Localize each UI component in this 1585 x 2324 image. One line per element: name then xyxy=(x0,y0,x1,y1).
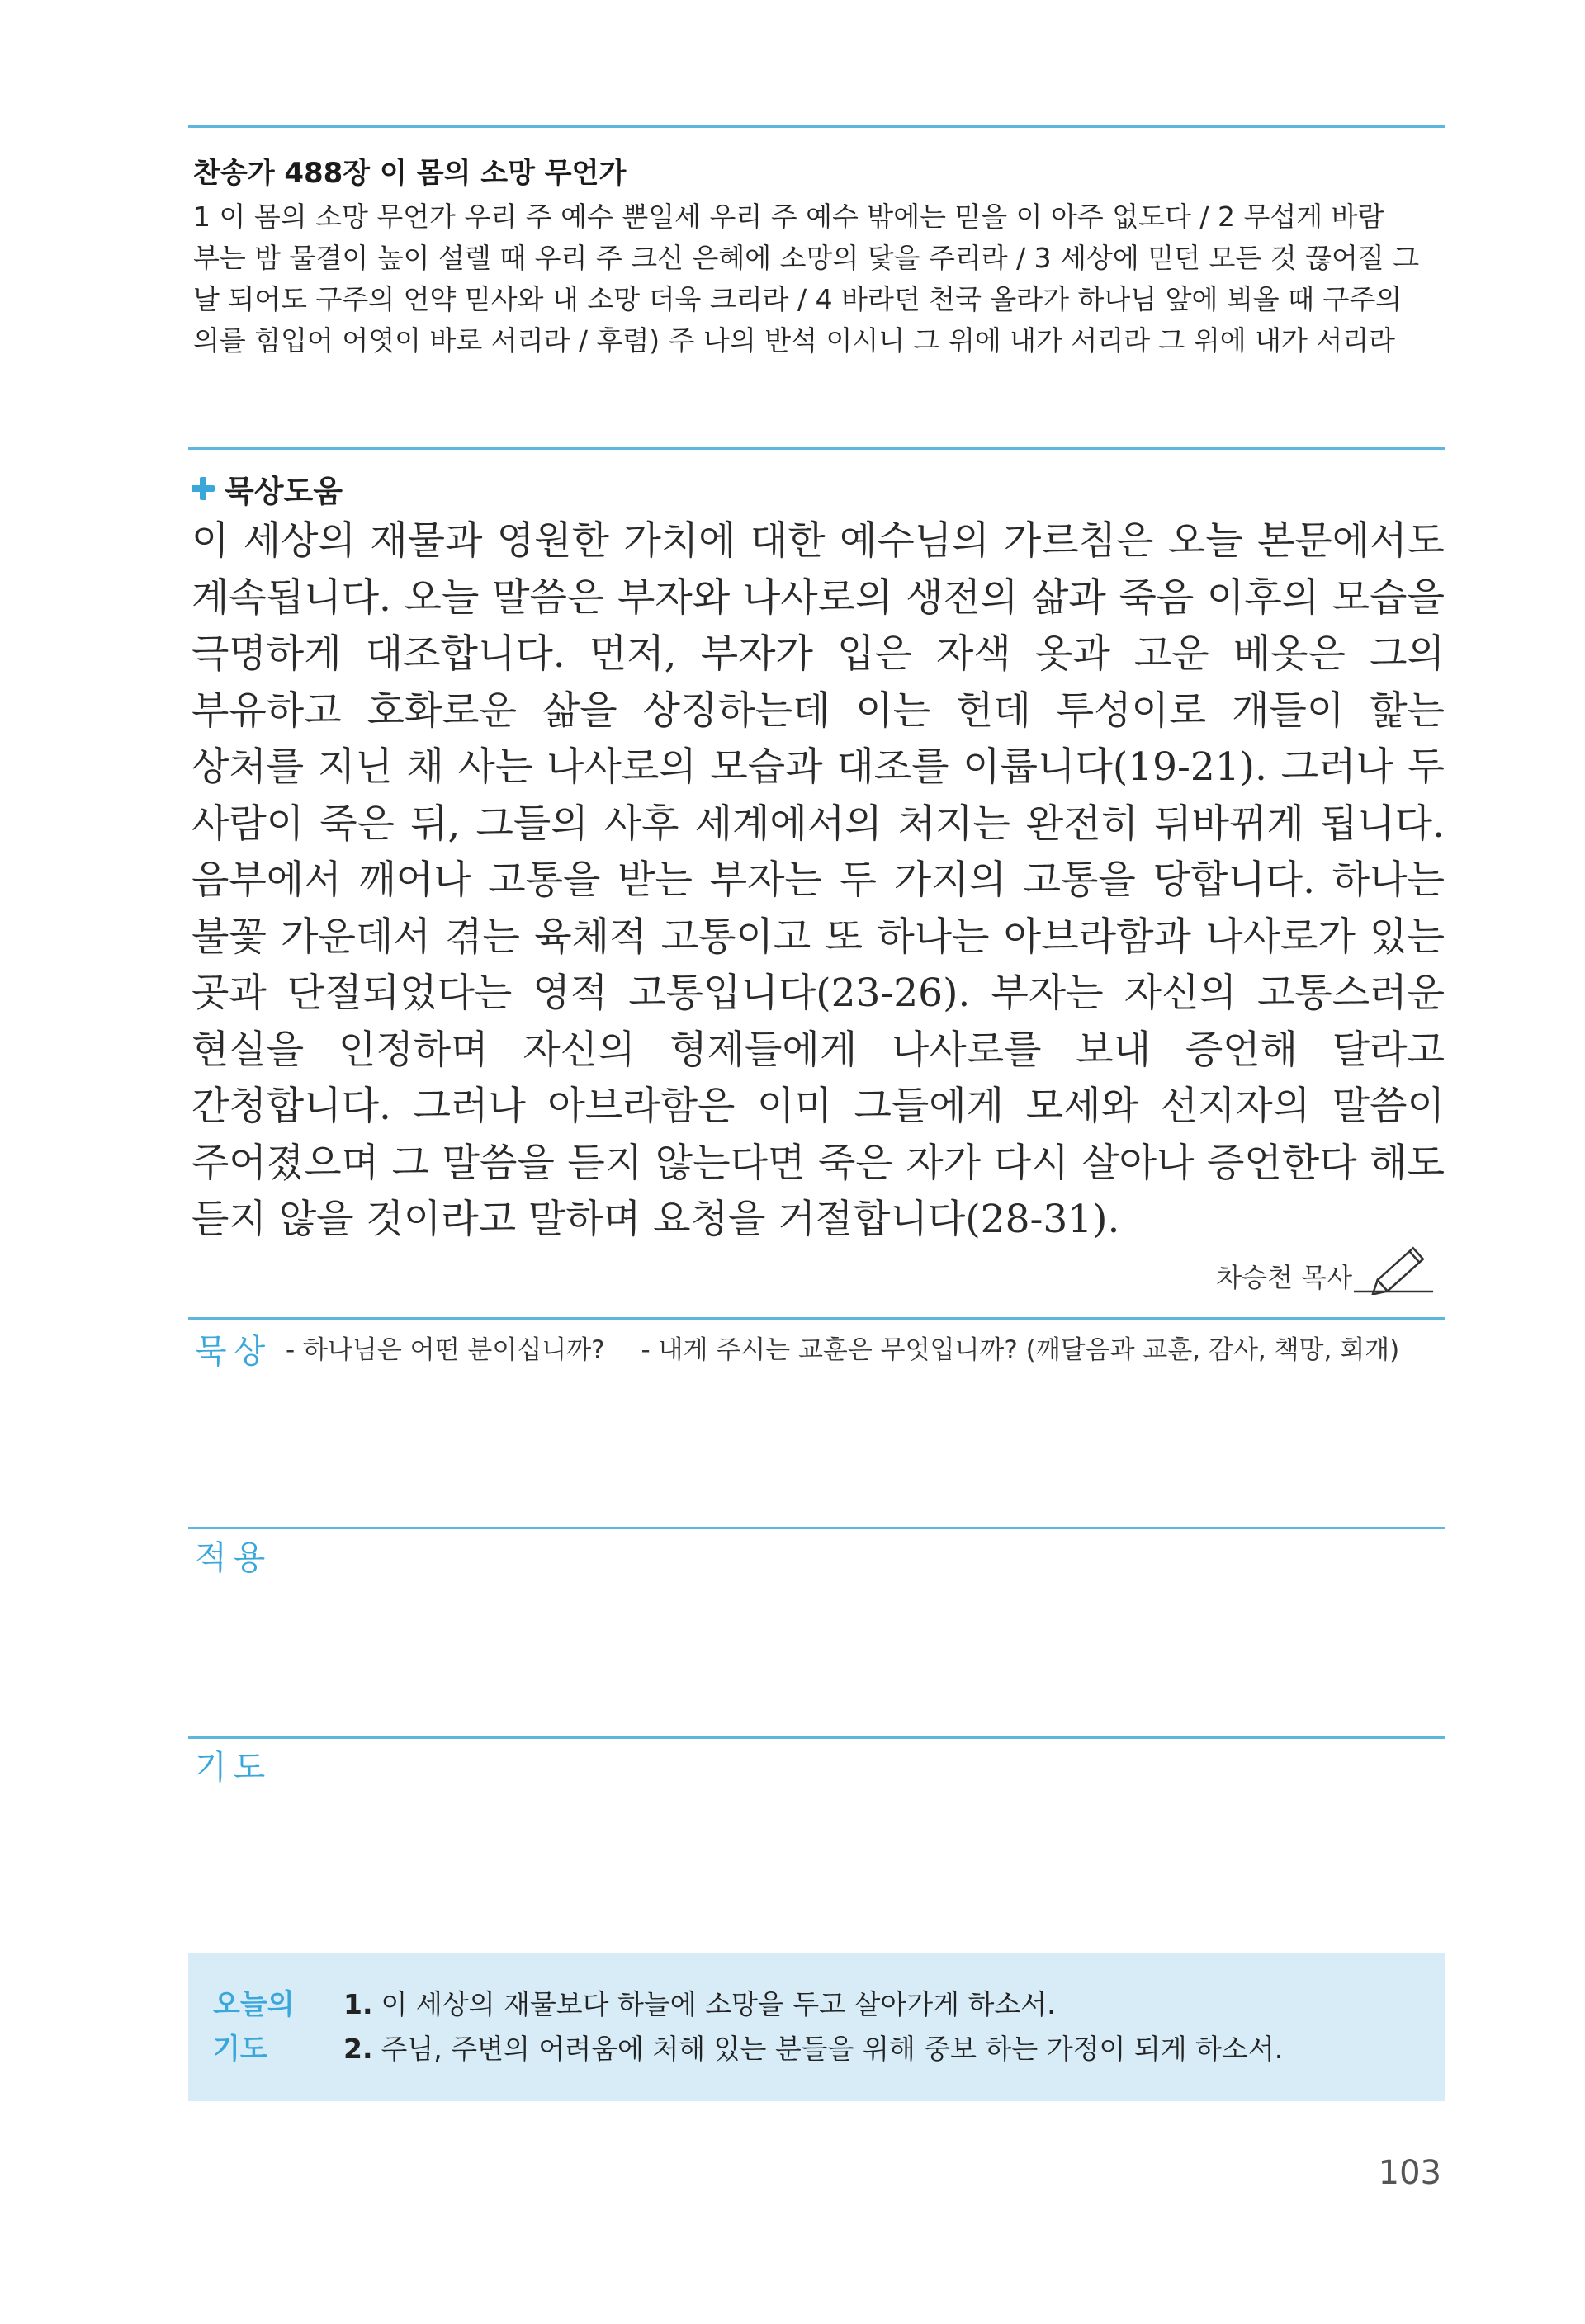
hymn-title: 찬송가 488장 이 몸의 소망 무언가 xyxy=(193,157,627,190)
plus-icon xyxy=(192,477,215,500)
question-1: - 하나님은 어떤 분이십니까? xyxy=(286,1335,605,1365)
pencil-icon xyxy=(1354,1242,1436,1295)
meditation-body: 이 세상의 재물과 영원한 가치에 대한 예수님의 가르침은 오늘 본문에서도 계속됩니다. 오늘 말씀은 부자와 나사로의 생전의 삶과 죽음 이후의 모습을 극명하게 대조합니다. 먼저, 부자가 입은 자색 옷과 고운 베옷은 그의 부유하고 호화로운 삶을 상징하는데 이는 헌데 투성이로 개들이 핥는 상처를 지닌 채 사는 나사로의 모습과 대조를 이룹니다(19-21). 그러나 두 사람이 죽은 뒤, 그들의 사후 세계에서의 처지는 완전히 뒤바뀌게 됩니다. 음부에서 깨어나 고통을 받는 부자는 두 가지의 고통을 당합니다. 하나는 불꽃 가운데서 겪는 육체적 고통이고 또 하나는 아브라함과 나사로가 있는 곳과 단절되었다는 영적 고통입니다(23-26). 부자는 자신의 고통스러운 현실을 인정하며 자신의 형제들에게 나사로를 보내 증언해 달라고 간청합니다. 그러나 아브라함은 이미 그들에게 모세와 선지자의 말씀이 주어졌으며 그 말씀을 듣지 않는다면 죽은 자가 다시 살아나 증언한다 해도 듣지 않을 것이라고 말하며 요청을 거절합니다(28-31). xyxy=(192,518,1445,1242)
prayer-item-text: 주님, 주변의 어려움에 처해 있는 분들을 위해 중보 하는 가정이 되게 하소서. xyxy=(381,2033,1284,2065)
meditate-label: 묵상 xyxy=(195,1333,272,1371)
question-2: - 내게 주시는 교훈은 무엇입니까? (깨달음과 교훈, 감사, 책망, 회개) xyxy=(641,1335,1400,1365)
meditation-heading xyxy=(192,466,343,511)
author-name: 차승천 목사 xyxy=(1216,1262,1352,1293)
prayer-item xyxy=(343,2027,1283,2071)
prayer-item xyxy=(343,1982,1283,2027)
prayer-item-text: 이 세상의 재물보다 하늘에 소망을 두고 살아가게 하소서. xyxy=(381,1988,1056,2020)
prayer-item-number: 1. xyxy=(343,1988,373,2020)
meditation-heading-text: 묵상도움 xyxy=(225,474,343,509)
todays-prayer-label xyxy=(213,1982,312,2071)
hymn-section xyxy=(193,155,1440,361)
hymn-lyrics: 1 이 몸의 소망 무언가 우리 주 예수 뿐일세 우리 주 예수 밖에는 믿을 이 아주 없도다 / 2 무섭게 바람 부는 밤 물결이 높이 설렐 때 우리 주 크신 은혜에 소망의 닻을 주리라 / 3 세상에 믿던 모든 것 끊어질 그 날 되어도 구주의 언약 믿사와 내 소망 더욱 크리라 / 4 바라던 천국 올라가 하나님 앞에 뵈올 때 구주의 의를 힘입어 어엿이 바로 서리라 / 후렴) 주 나의 반석 이시니 그 위에 내가 서리라 그 위에 내가 서리라 xyxy=(193,201,1420,357)
prayer-item-number: 2. xyxy=(343,2033,373,2065)
meditate-rule xyxy=(188,1317,1445,1320)
todays-prayer-list xyxy=(343,1982,1283,2071)
meditate-questions xyxy=(286,1329,1427,1366)
todays-prayer-box xyxy=(188,1953,1445,2101)
prayer-rule xyxy=(188,1736,1445,1739)
apply-label: 적용 xyxy=(195,1539,272,1577)
author-signature xyxy=(1216,1242,1436,1295)
todays-prayer-label-line2: 기도 xyxy=(213,2033,267,2066)
apply-rule xyxy=(188,1527,1445,1529)
prayer-label: 기도 xyxy=(195,1749,272,1787)
page-number: 103 xyxy=(1378,2154,1441,2192)
todays-prayer-label-line1: 오늘의 xyxy=(213,1988,295,2021)
top-rule xyxy=(188,125,1445,128)
hymn-bottom-rule xyxy=(188,447,1445,450)
